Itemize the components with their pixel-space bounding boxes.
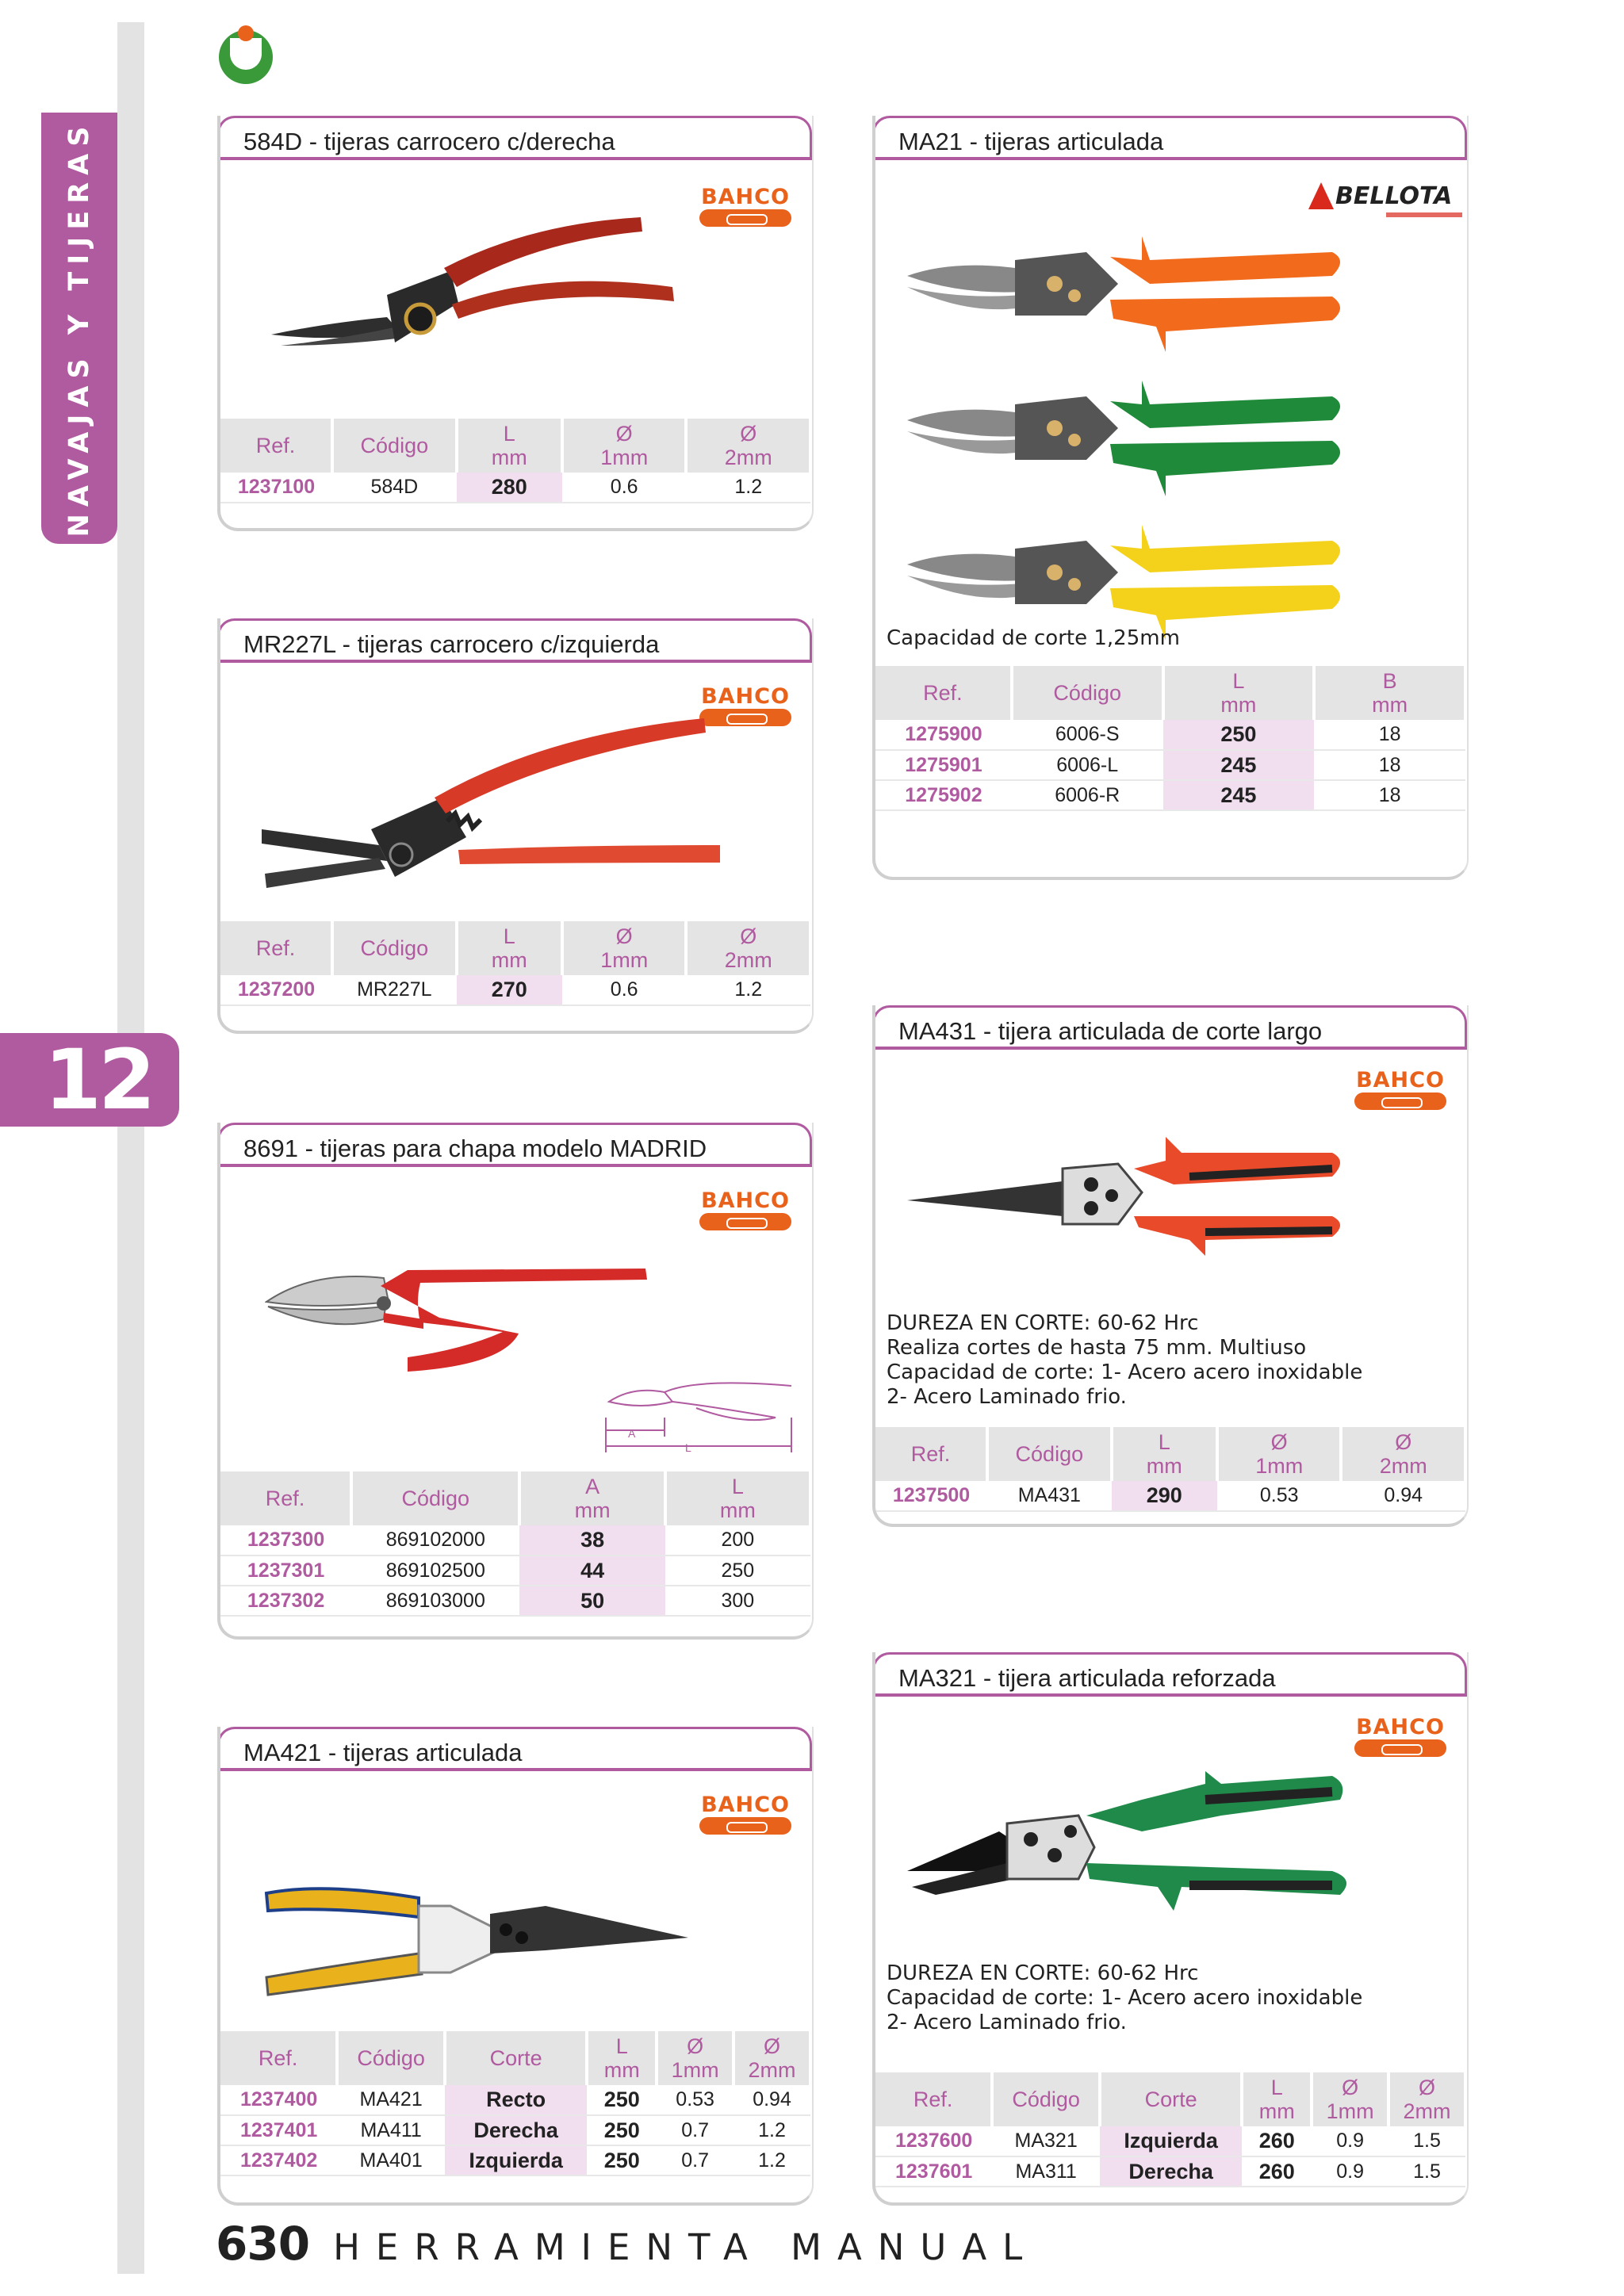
product-image-area [220, 1771, 812, 2031]
product-image-area [220, 160, 812, 419]
product-card-ma21 [872, 116, 1469, 880]
table-row: 1275901 6006-L 245 18 [875, 750, 1465, 780]
col-codigo: Código [332, 419, 457, 473]
dimension-a-label: A [628, 1427, 636, 1440]
section-title: HERRAMIENTA MANUAL [333, 2226, 1039, 2268]
table-row: 1237401 MA411 Derecha 250 0.7 1.2 [220, 2115, 810, 2145]
table-row: 1237302 869103000 50 300 [220, 1586, 810, 1616]
bahco-logo: BAHCO [1354, 1717, 1446, 1760]
shears-image-orange [904, 228, 1348, 363]
page-footer [216, 2217, 1038, 2271]
product-card-ma431 [872, 1005, 1469, 1527]
side-tab-label: NAVAJAS Y TIJERAS [63, 119, 95, 538]
spec-table: Ref. Código L mm Ø 1mm Ø 2mm 1237200 MR227L 270 0.6 1.2 [220, 921, 812, 1006]
shears-image [904, 1129, 1364, 1264]
table-row: 1237100 584D 280 0.6 1.2 [220, 473, 810, 503]
shears-image-green [904, 373, 1348, 507]
dimension-diagram [601, 1370, 799, 1457]
page-number: 630 [216, 2217, 310, 2271]
chapter-tab: 12 [0, 1033, 179, 1127]
col-d2: Ø 2mm [686, 419, 810, 473]
product-title: 8691 - tijeras para chapa modelo MADRID [217, 1123, 812, 1164]
product-card-mr227l [217, 618, 814, 1034]
shears-image [260, 687, 736, 924]
table-row: 1237200 MR227L 270 0.6 1.2 [220, 975, 810, 1005]
product-card-8691 [217, 1123, 814, 1640]
product-title: MA421 - tijeras articulada [217, 1727, 812, 1768]
product-image-area [220, 663, 812, 921]
bellota-logo: BELLOTA [1308, 182, 1467, 225]
product-description: DUREZA EN CORTE: 60-62 Hrc Realiza cortes de hasta 75 mm. Multiuso Capacidad de corte: 1- Acero acero inoxidable 2- Acero Laminado frio. [887, 1311, 1363, 1409]
product-description: DUREZA EN CORTE: 60-62 Hrc Capacidad de corte: 1- Acero acero inoxidable 2- Acero Laminado frio. [887, 1961, 1363, 2034]
product-title: MA21 - tijeras articulada [872, 116, 1467, 157]
table-row: 1275902 6006-R 245 18 [875, 780, 1465, 810]
product-image-area [875, 160, 1467, 655]
product-card-ma421 [217, 1727, 814, 2206]
spec-table: Ref. Código Corte L mm Ø 1mm Ø 2mm 1237600 MA321 Izquierda 260 0.9 1.5 1237601 MA311 Derecha 260 0.9 1.5 [875, 2072, 1467, 2187]
product-image-area [220, 1167, 812, 1471]
spec-table: Ref. Código Corte L mm Ø 1mm Ø 2mm 1237400 MA421 Recto 250 0.53 0.94 1237401 MA411 Derecha 250 0.7 1.2 1237402 MA401 Izquierda 250 0.7 1.2 [220, 2031, 812, 2176]
shears-image [265, 1230, 677, 1373]
shears-image [904, 1768, 1364, 1927]
dimension-l-label: L [685, 1441, 691, 1454]
col-d1: Ø 1mm [562, 419, 687, 473]
bahco-logo: BAHCO [699, 1795, 791, 1838]
section-side-tab [41, 113, 117, 544]
table-row: 1237402 MA401 Izquierda 250 0.7 1.2 [220, 2145, 810, 2175]
shears-image [268, 176, 712, 414]
table-row: 1237600 MA321 Izquierda 260 0.9 1.5 [875, 2126, 1465, 2156]
company-logo [214, 22, 278, 86]
product-title: MA431 - tijera articulada de corte largo [872, 1005, 1467, 1047]
spec-table: Ref. Código A mm L mm 1237300 869102000 38 200 1237301 869102500 44 250 1237302 869103000 50 300 [220, 1471, 812, 1617]
bahco-logo: BAHCO [699, 1191, 791, 1234]
col-ref: Ref. [220, 419, 332, 473]
table-row: 1237300 869102000 38 200 [220, 1525, 810, 1556]
bahco-logo: BAHCO [699, 187, 791, 230]
page-margin-strip [117, 22, 144, 2274]
table-row: 1275900 6006-S 250 18 [875, 720, 1465, 750]
bahco-logo: BAHCO [1354, 1070, 1446, 1113]
spec-table: Ref. Código L mm Ø 1mm Ø 2mm 1237500 MA431 290 0.53 0.94 [875, 1427, 1467, 1512]
table-row: 1237301 869102500 44 250 [220, 1556, 810, 1586]
table-row: 1237601 MA311 Derecha 260 0.9 1.5 [875, 2156, 1465, 2187]
product-card-584d [217, 116, 814, 531]
product-title: MR227L - tijeras carrocero c/izquierda [217, 618, 812, 660]
product-image-area [875, 1697, 1467, 2060]
spec-table [220, 419, 812, 503]
product-card-ma321 [872, 1652, 1469, 2206]
bahco-logo: BAHCO [699, 687, 791, 729]
product-title: MA321 - tijera articulada reforzada [872, 1652, 1467, 1693]
product-image-area [875, 1050, 1467, 1414]
table-row: 1237500 MA431 290 0.53 0.94 [875, 1481, 1465, 1511]
product-title: 584D - tijeras carrocero c/derecha [217, 116, 812, 157]
col-l: L mm [457, 419, 562, 473]
table-row: 1237400 MA421 Recto 250 0.53 0.94 [220, 2085, 810, 2115]
shears-image [260, 1858, 704, 2017]
spec-table: Ref. Código L mm B mm 1275900 6006-S 250 18 1275901 6006-L 245 18 1275902 6006-R 245 18 [875, 666, 1467, 811]
product-description: Capacidad de corte 1,25mm [887, 626, 1180, 650]
